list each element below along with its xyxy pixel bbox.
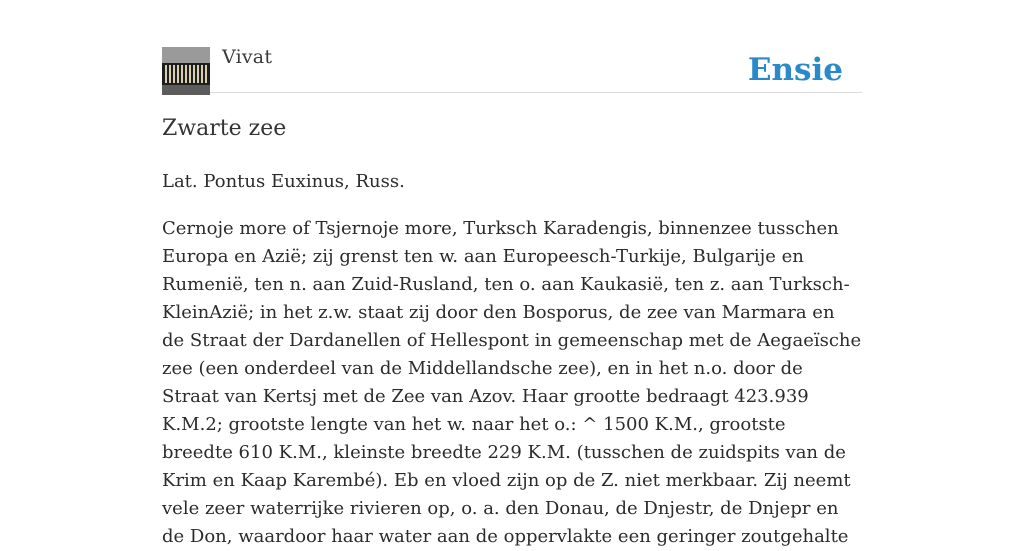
article-body: Cernoje more of Tsjernoje more, Turksch Karadengis, binnenzee tusschen Europa en Azië; zij grenst ten w. aan Europeesch-Turkije, Bulgarije en Rumenië, ten n. aan Zuid-Rusland, ten o. aan Kaukasië, ten z. aan Turksch-KleinAzië; in het z.w. staat zij door den Bosporus, de zee van Marmara en de Straat der Dardanellen of Hellespont in gemeenschap met de Aegaeïsche zee (een onderdeel van de Middellandsche zee), en in het n.o. door de Straat van Kertsj met de Zee van Azov. Haar grootte bedraagt 423.939 K.M.2; grootste lengte van het w. naar het o.: ^ 1500 K.M., grootste breedte 610 K.M., kleinste breedte 229 K.M. (tusschen de zuidspits van de Krim en Kaap Karembé). Eb en vloed zijn op de Z. niet merkbaar. Zij neemt vele zeer waterrijke rivieren op, o. a. den Donau, de Dnjestr, de Dnjepr en de Don, waardoor haar water aan de oppervlakte een geringer zoutgehalte xyxy=(162,218,862,547)
site-logo[interactable]: Ensie xyxy=(747,52,843,88)
author-name[interactable]: Vivat xyxy=(222,46,273,68)
avatar[interactable] xyxy=(162,47,210,95)
book-spines-icon xyxy=(162,47,210,95)
header xyxy=(162,0,862,93)
page-title: Zwarte zee xyxy=(162,116,287,141)
article-subtitle: Lat. Pontus Euxinus, Russ. xyxy=(162,171,405,192)
article-page xyxy=(162,0,862,547)
